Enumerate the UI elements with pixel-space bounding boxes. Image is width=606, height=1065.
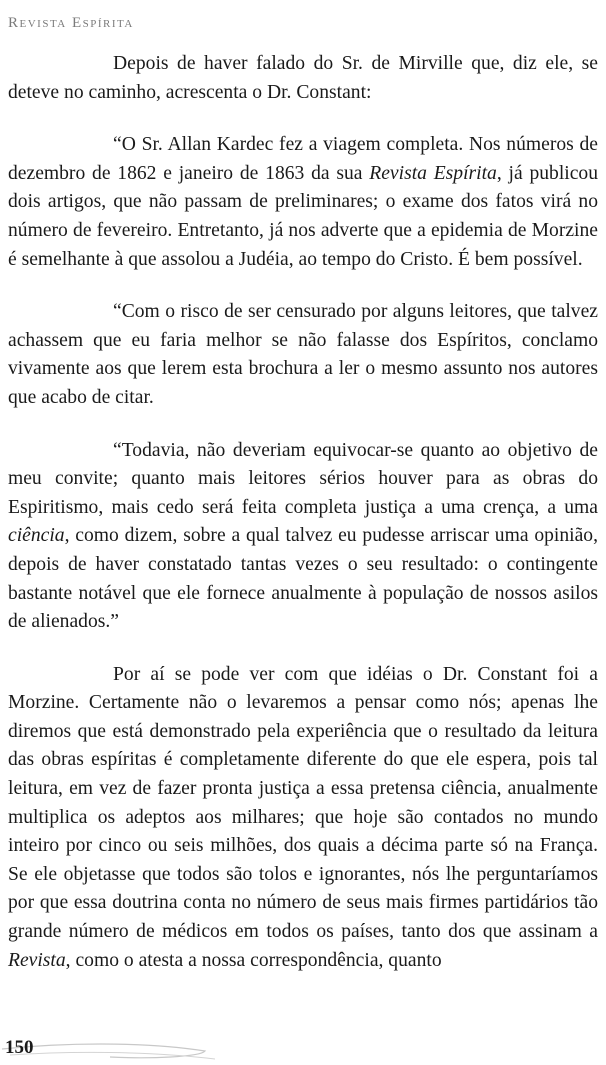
paragraph: [8, 50, 598, 107]
italic-title: Revista Espírita: [369, 162, 497, 184]
paragraph-text: Por aí se pode ver com que idéias o Dr. Constant foi a Morzine. Certamente não o levaremos a pensar como nós; apenas lhe diremos que está demonstrado pela experiência que o resultado da leitura das obras espíritas é completamente diferente do que ele espera, pois tal leitura, em vez de fazer pronta justiça a essa pretensa ciência, anualmente multiplica os adeptos aos milhares; que hoje são contados no mundo inteiro por cinco ou seis milhões, dos quais a décima parte só na França. Se ele objetasse que todos são tolos e ignorantes, nós lhe perguntaríamos por que essa doutrina conta no número de seus mais firmes partidários tão grande número de médicos em todos os países, tanto dos que assinam a: [8, 663, 598, 943]
page-number: 150: [5, 1037, 34, 1058]
paragraph-text: , como o atesta a nossa correspondência, quanto: [65, 949, 442, 971]
page-body: [8, 50, 598, 975]
paragraph-text: Depois de haver falado do Sr. de Mirville que, diz ele, se deteve no caminho, acrescenta o Dr. Constant:: [8, 53, 598, 103]
paragraph: [8, 131, 598, 274]
paragraph: [8, 437, 598, 637]
paragraph: [8, 661, 598, 976]
paragraph-text: “Todavia, não deveriam equivocar-se quanto ao objetivo de meu convite; quanto mais leitores sérios houver para as obras do Espiritismo, mais cedo será feita completa justiça a uma crença, a uma: [8, 439, 598, 518]
running-head: Revista Espírita: [8, 15, 134, 31]
paragraph-text: , já publicou dois artigos, que não passam de preliminares; o exame dos fatos virá no número de fevereiro. Entretanto, já nos adverte que a epidemia de Morzine é semelhante à que assolou a Judéia, ao tempo do Cristo. É bem possível.: [8, 162, 599, 270]
paragraph-text: “O Sr. Allan Kardec fez a viagem completa. Nos números de dezembro de 1862 e janeiro de 1863 da sua: [8, 134, 598, 184]
italic-title: Revista: [8, 949, 66, 971]
italic-title: ciência: [8, 525, 65, 547]
paragraph: [8, 298, 598, 412]
paragraph-text: “Com o risco de ser censurado por alguns leitores, que talvez achassem que eu faria melhor se não falasse dos Espíritos, conclamo vivamente aos que lerem esta brochura a ler o mesmo assunto nos autores que acabo de citar.: [8, 301, 598, 408]
paragraph-text: , como dizem, sobre a qual talvez eu pudesse arriscar uma opinião, depois de haver constatado tantas vezes o seu resultado: o contingente bastante notável que ele fornece anualmente à população de nossos asilos de alienados.”: [8, 525, 598, 633]
